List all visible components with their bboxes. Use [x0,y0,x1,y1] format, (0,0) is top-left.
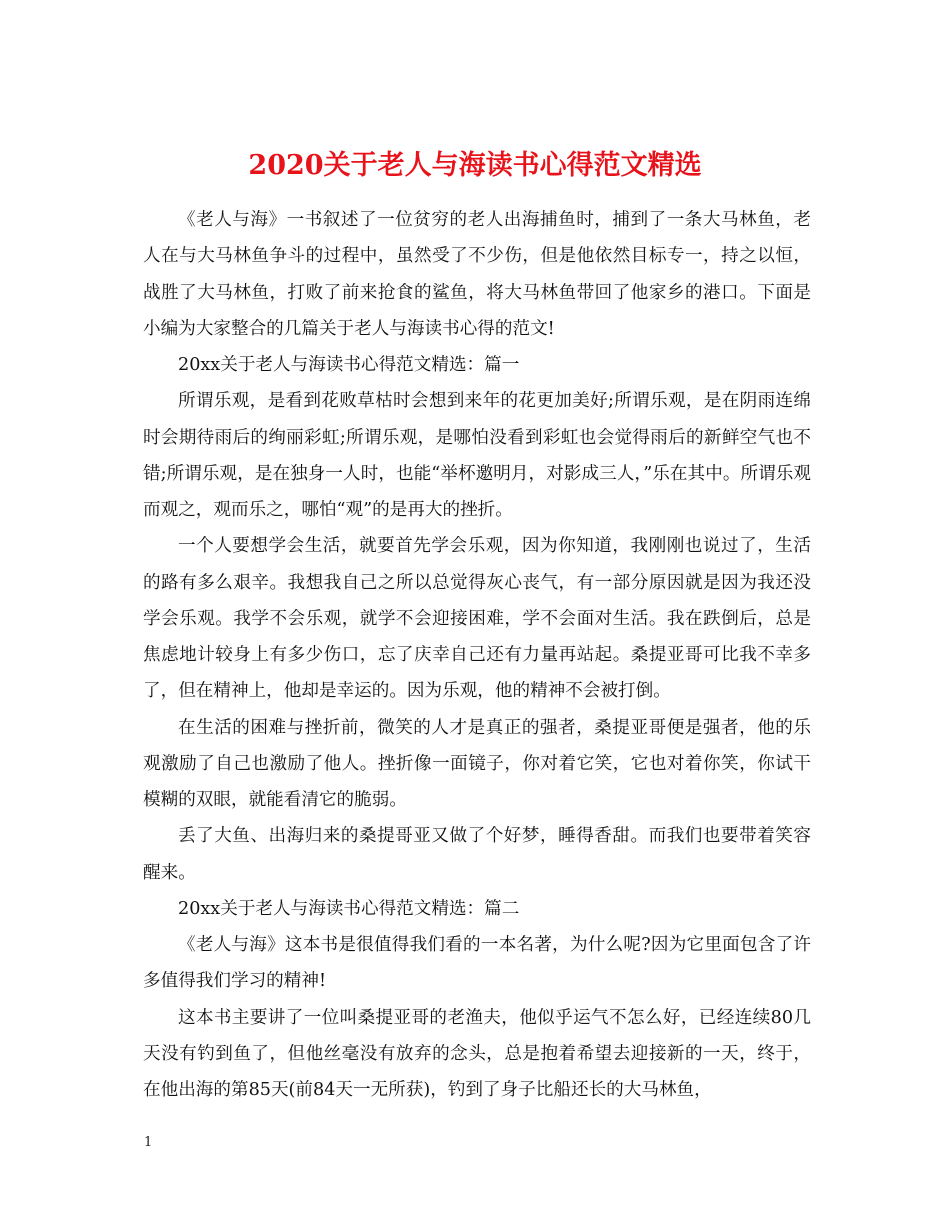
body-paragraph: 这本书主要讲了一位叫桑提亚哥的老渔夫，他似乎运气不怎么好，已经连续80几天没有钓到鱼了，但他丝毫没有放弃的念头，总是抱着希望去迎接新的一天，终于，在他出海的第85天(前84天一无所获)，钓到了身子比船还长的大马林鱼， [143,1007,811,1100]
intro-paragraph: 《老人与海》一书叙述了一位贫穷的老人出海捕鱼时，捕到了一条大马林鱼，老人在与大马林鱼争斗的过程中，虽然受了不少伤，但是他依然目标专一，持之以恒，战胜了大马林鱼，打败了前来抢食的鲨鱼，将大马林鱼带回了他家乡的港口。下面是小编为大家整合的几篇关于老人与海读书心得的范文! [143,210,811,339]
body-paragraph: 在生活的困难与挫折前，微笑的人才是真正的强者，桑提亚哥便是强者，他的乐观激励了自己也激励了他人。挫折像一面镜子，你对着它笑，它也对着你笑，你试干模糊的双眼，就能看清它的脆弱。 [143,717,811,810]
page-number: 1 [144,1135,153,1150]
document-title: 2020关于老人与海读书心得范文精选 [248,150,702,182]
body-paragraph: 一个人要想学会生活，就要首先学会乐观，因为你知道，我刚刚也说过了，生活的路有多么艰辛。我想我自己之所以总觉得灰心丧气，有一部分原因就是因为我还没学会乐观。我学不会乐观，就学不会迎接困难，学不会面对生活。我在跌倒后，总是焦虑地计较身上有多少伤口，忘了庆幸自己还有力量再站起。桑提亚哥可比我不幸多了，但在精神上，他却是幸运的。因为乐观，他的精神不会被打倒。 [143,536,811,702]
body-paragraph: 所谓乐观，是看到花败草枯时会想到来年的花更加美好;所谓乐观，是在阴雨连绵时会期待雨后的绚丽彩虹;所谓乐观，是哪怕没看到彩虹也会觉得雨后的新鲜空气也不错;所谓乐观，是在独身一人时，也能“举杯邀明月，对影成三人，”乐在其中。所谓乐观而观之，观而乐之，哪怕“观”的是再大的挫折。 [143,391,811,520]
document-body [143,202,811,1108]
section-heading-part-two: 20xx关于老人与海读书心得范文精选：篇二 [178,898,520,919]
body-paragraph: 《老人与海》这本书是很值得我们看的一本名著，为什么呢?因为它里面包含了许多值得我们学习的精神! [143,935,811,992]
section-heading-part-one: 20xx关于老人与海读书心得范文精选：篇一 [178,355,520,375]
body-paragraph: 丢了大鱼、出海归来的桑提哥亚又做了个好梦，睡得香甜。而我们也要带着笑容醒来。 [143,826,811,883]
